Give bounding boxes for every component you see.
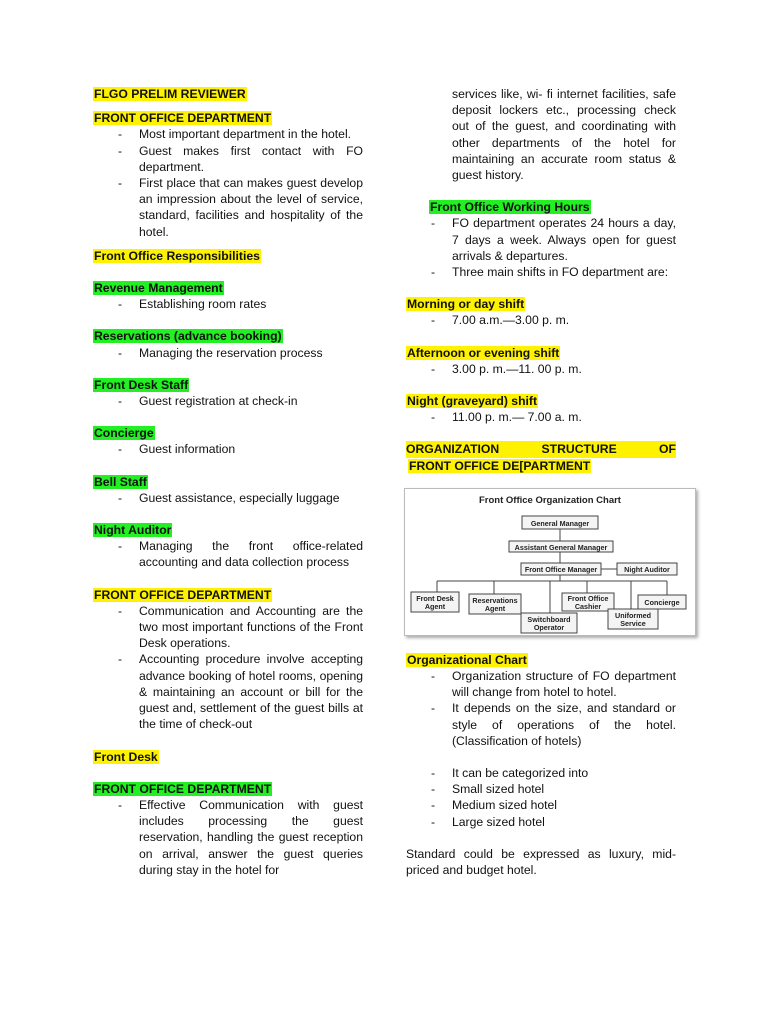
standard-text: Standard could be expressed as luxury, mid-priced and budget hotel. [406,846,676,878]
heading-word: STRUCTURE [541,442,617,457]
fo-department-list-1 [93,126,363,239]
fo-cashier-label: Cashier [574,601,602,611]
front-desk-heading: Front Desk [94,749,158,764]
list-item: - Accounting procedure involve accepting advance booking of hotel rooms, opening & maintaining an account or bill for the guest and, settlement of the guest bills at the time of check-out [93,651,363,732]
uniformed-service-label: Uniformed [615,610,651,620]
list-item: - It depends on the size, and standard or style of operations of the hotel. (Classification of hotels) [406,700,676,749]
org-structure-heading-line1 [406,441,676,457]
organizational-chart-list [406,668,676,749]
front-desk-agent-label: Front Desk [416,593,454,603]
night-shift-heading: Night (graveyard) shift [407,394,538,409]
fo-department-list-2 [93,603,363,733]
night-auditor-heading: Night Auditor [94,523,172,538]
switchboard-operator-label: Operator [533,622,565,632]
reservations-agent-label: Agent [484,603,506,613]
assistant-gm-label: Assistant General Manager [514,542,608,552]
list-item: - Most important department in the hotel. [93,126,363,142]
list-item: - Large sized hotel [406,814,676,830]
list-item: - 11.00 p. m.— 7.00 a. m. [406,409,676,425]
heading-word: OF [659,442,676,457]
revenue-management-heading: Revenue Management [94,281,223,296]
list-item: - 7.00 a.m.—3.00 p. m. [406,312,676,328]
uniformed-service-label: Service [620,618,646,628]
list-item: - Guest assistance, especially luggage [93,490,363,506]
front-desk-staff-heading: Front Desk Staff [94,377,189,392]
front-desk-agent-label: Agent [424,601,446,611]
list-item: - 3.00 p. m.—11. 00 p. m. [406,361,676,377]
heading-word: ORGANIZATION [406,442,500,457]
front-office-manager-label: Front Office Manager [524,564,598,574]
org-chart-figure [404,488,696,636]
fo-department-heading-1: FRONT OFFICE DEPARTMENT [94,111,272,126]
left-column [93,86,363,878]
switchboard-operator-label: Switchboard [527,614,571,624]
reservations-heading: Reservations (advance booking) [94,329,282,344]
list-item: - Managing the reservation process [93,345,363,361]
list-item: - Guest makes first contact with FO department. [93,143,363,175]
document-title: FLGO PRELIM REVIEWER [94,87,246,101]
night-auditor-label: Night Auditor [624,564,670,574]
morning-shift-heading: Morning or day shift [407,297,525,312]
reservations-agent-label: Reservations [472,595,518,605]
list-item: - First place that can makes guest develop an impression about the level of service, standard, facilities and hospitality of the hotel. [93,175,363,240]
list-item: - Three main shifts in FO department are: [406,264,676,280]
working-hours-list [406,215,676,280]
list-item: - Managing the front office-related accounting and data collection process [93,538,363,570]
general-manager-label: General Manager [530,518,590,528]
list-item: - Guest information [93,441,363,457]
working-hours-heading: Front Office Working Hours [430,200,590,215]
list-item: - Guest registration at check-in [93,393,363,409]
organizational-chart-heading: Organizational Chart [407,652,527,667]
fo-department-heading-3: FRONT OFFICE DEPARTMENT [94,781,272,796]
list-item: - FO department operates 24 hours a day, 7 days a week. Always open for guest arrivals & departures. [406,215,676,264]
continuation-text: services like, wi- fi internet facilities, safe deposit lockers etc., processing check out of the guest, and coordinating with other departments of the hotel for maintaining an accurate room status & guest history. [452,87,676,183]
list-item: - Small sized hotel [406,781,676,797]
list-item: - Effective Communication with guest includes processing the guest reservation, handling the guest reception on arrival, answer the guest queries during stay in the hotel for [93,797,363,878]
org-chart-title: Front Office Organization Chart [479,494,621,506]
list-item: - Establishing room rates [93,296,363,312]
hotel-categories-list [406,765,676,830]
afternoon-shift-heading: Afternoon or evening shift [407,345,560,360]
fo-cashier-label: Front Office [567,593,609,603]
org-chart-svg [405,489,695,635]
list-item: - Organization structure of FO department will change from hotel to hotel. [406,668,676,700]
list-item: - Communication and Accounting are the two most important functions of the Front Desk operations. [93,603,363,652]
concierge-heading: Concierge [94,426,154,441]
list-item: - It can be categorized into [406,765,676,781]
list-item: - Medium sized hotel [406,797,676,813]
right-column [406,86,680,878]
bell-staff-heading: Bell Staff [94,474,147,489]
org-structure-heading-line2: FRONT OFFICE DE[PARTMENT [409,458,591,473]
responsibilities-heading: Front Office Responsibilities [94,248,260,263]
concierge-label: Concierge [644,597,680,607]
fo-department-heading-2: FRONT OFFICE DEPARTMENT [94,587,272,602]
